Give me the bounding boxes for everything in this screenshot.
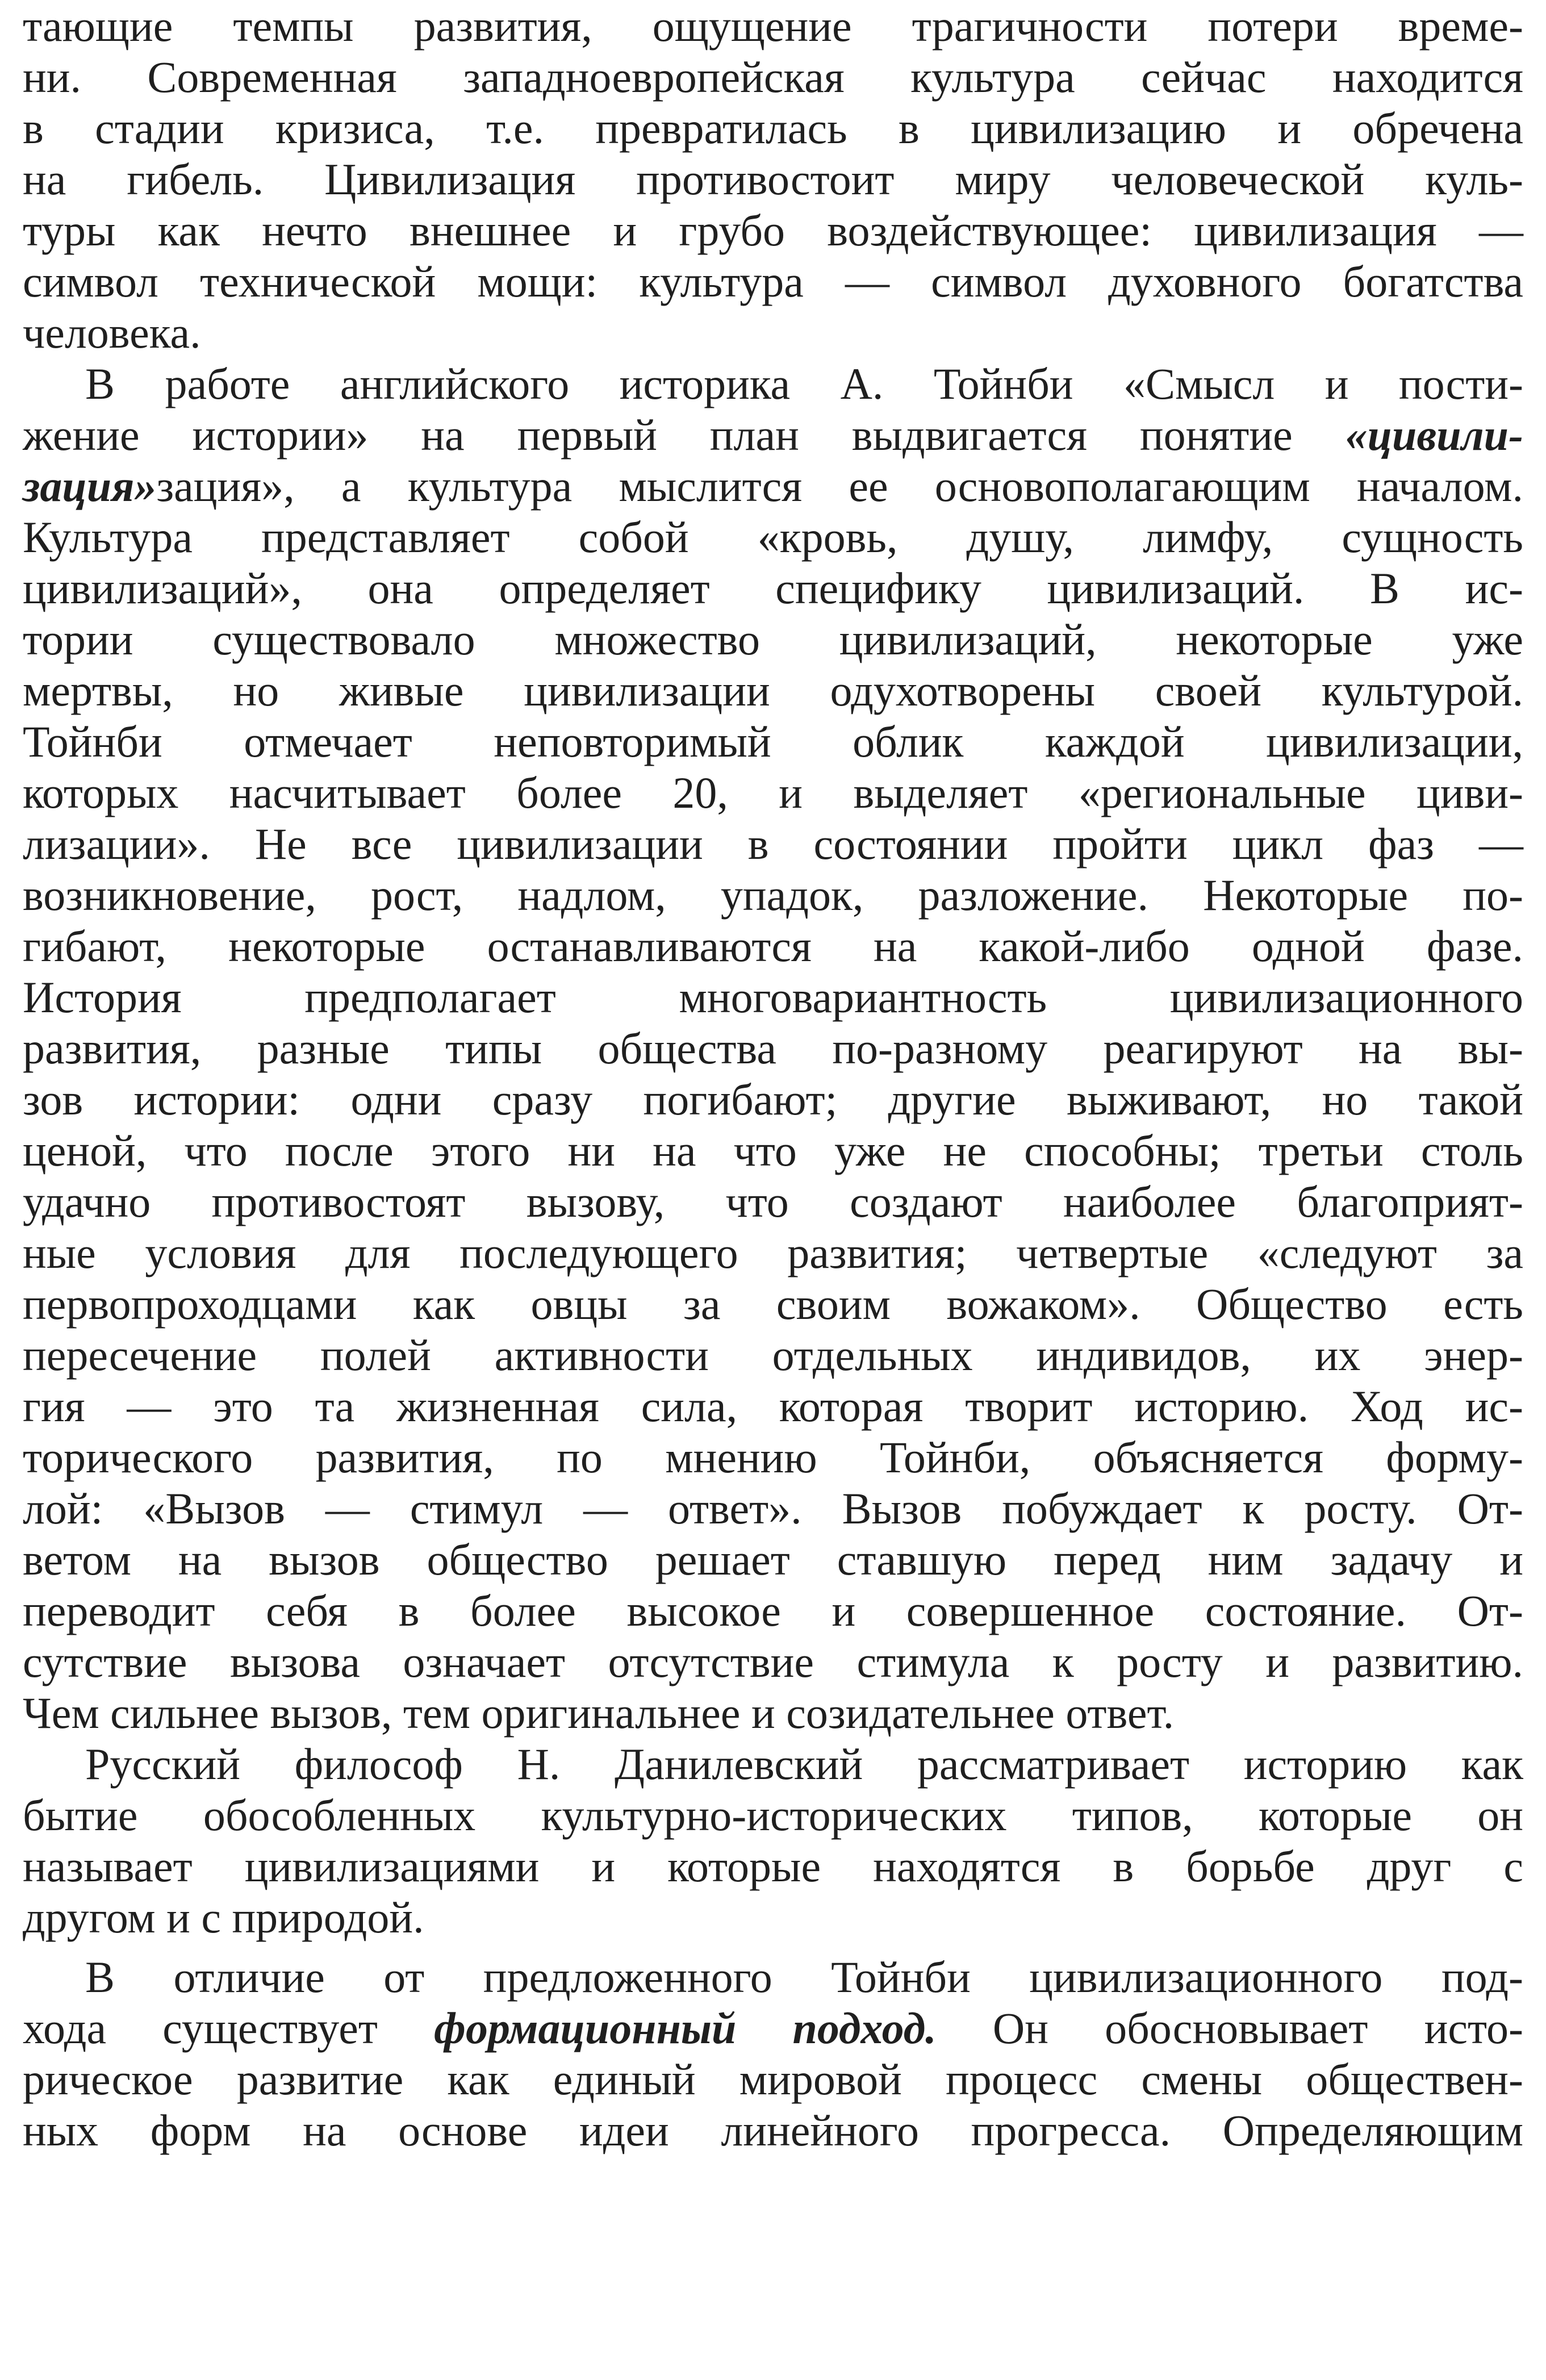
text-line: пересечение полей активности отдельных индивидов, их энер- xyxy=(23,1330,1523,1380)
text-segment: хода существует xyxy=(23,2003,434,2053)
text-line: рическое развитие как единый мировой процесс смены обществен- xyxy=(23,2055,1523,2104)
text-line: человека. xyxy=(23,308,201,357)
text-line: Чем сильнее вызов, тем оригинальнее и созидательнее ответ. xyxy=(23,1688,1175,1738)
text-line: гия — это та жизненная сила, которая творит историю. Ход ис- xyxy=(23,1381,1523,1431)
text-line: мертвы, но живые цивилизации одухотворены своей культурой. xyxy=(23,666,1523,715)
text-line: В отличие от предложенного Тойнби цивилизационного под- xyxy=(85,1952,1523,2002)
text-line: возникновение, рост, надлом, упадок, разложение. Некоторые по- xyxy=(23,870,1523,920)
text-line: Русский философ Н. Данилевский рассматривает историю как xyxy=(85,1739,1523,1789)
text-line: переводит себя в более высокое и совершенное состояние. От- xyxy=(23,1586,1523,1635)
text-line: ные условия для последующего развития; четвертые «следуют за xyxy=(23,1228,1523,1277)
text-line: лой: «Вызов — стимул — ответ». Вызов побуждает к росту. От- xyxy=(23,1484,1523,1533)
text-line: ветом на вызов общество решает ставшую перед ним задачу и xyxy=(23,1535,1523,1584)
text-line xyxy=(23,461,1523,511)
text-line: гибают, некоторые останавливаются на какой-либо одной фазе. xyxy=(23,921,1523,971)
text-line: удачно противостоят вызову, что создают наиболее благоприят- xyxy=(23,1177,1523,1226)
text-line: История предполагает многовариантность цивилизационного xyxy=(23,972,1523,1022)
emphasis-term: формационный подход. xyxy=(434,2003,937,2053)
text-line: ни. Современная западноевропейская культура сейчас находится xyxy=(23,52,1523,102)
text-line: бытие обособленных культурно-исторических типов, которые он xyxy=(23,1790,1523,1840)
text-line: тающие темпы развития, ощущение трагичности потери време- xyxy=(23,1,1523,51)
emphasis-term: «цивили- xyxy=(1345,410,1523,460)
emphasis-term: зация» xyxy=(23,461,157,511)
text-line: сутствие вызова означает отсутствие стимула к росту и развитию. xyxy=(23,1637,1523,1686)
text-line: в стадии кризиса, т.е. превратилась в цивилизацию и обречена xyxy=(23,103,1523,153)
text-segment: зация», а культура мыслится ее основополагающим началом. xyxy=(156,461,1523,511)
text-line: другом и с природой. xyxy=(23,1893,424,1942)
text-segment: Он обосновывает исто- xyxy=(936,2003,1523,2053)
text-line: лизации». Не все цивилизации в состоянии пройти цикл фаз — xyxy=(23,819,1523,869)
text-line: туры как нечто внешнее и грубо воздействующее: цивилизация — xyxy=(23,206,1523,255)
text-line: ценой, что после этого ни на что уже не способны; третьи столь xyxy=(23,1126,1523,1175)
text-line: В работе английского историка А. Тойнби «Смысл и пости- xyxy=(85,359,1523,408)
text-line: которых насчитывает более 20, и выделяет «региональные циви- xyxy=(23,768,1523,817)
text-line: зов истории: одни сразу погибают; другие выживают, но такой xyxy=(23,1075,1523,1124)
text-line: Тойнби отмечает неповторимый облик каждой цивилизации, xyxy=(23,717,1523,766)
text-line: цивилизаций», она определяет специфику цивилизаций. В ис- xyxy=(23,563,1523,613)
text-line: ных форм на основе идеи линейного прогресса. Определяющим xyxy=(23,2106,1523,2155)
text-line: называет цивилизациями и которые находятся в борьбе друг с xyxy=(23,1842,1523,1891)
text-line: развития, разные типы общества по-разному реагируют на вы- xyxy=(23,1024,1523,1073)
text-line: на гибель. Цивилизация противостоит миру человеческой куль- xyxy=(23,155,1523,204)
text-line xyxy=(23,2003,1523,2053)
text-line: первопроходцами как овцы за своим вожаком». Общество есть xyxy=(23,1279,1523,1329)
text-segment: жение истории» на первый план выдвигается понятие xyxy=(23,410,1346,460)
text-line: торического развития, по мнению Тойнби, объясняется форму- xyxy=(23,1433,1523,1482)
text-line xyxy=(23,410,1523,460)
text-line: символ технической мощи: культура — символ духовного богатства xyxy=(23,257,1523,306)
text-line: тории существовало множество цивилизаций, некоторые уже xyxy=(23,615,1523,664)
text-line: Культура представляет собой «кровь, душу, лимфу, сущность xyxy=(23,512,1523,562)
